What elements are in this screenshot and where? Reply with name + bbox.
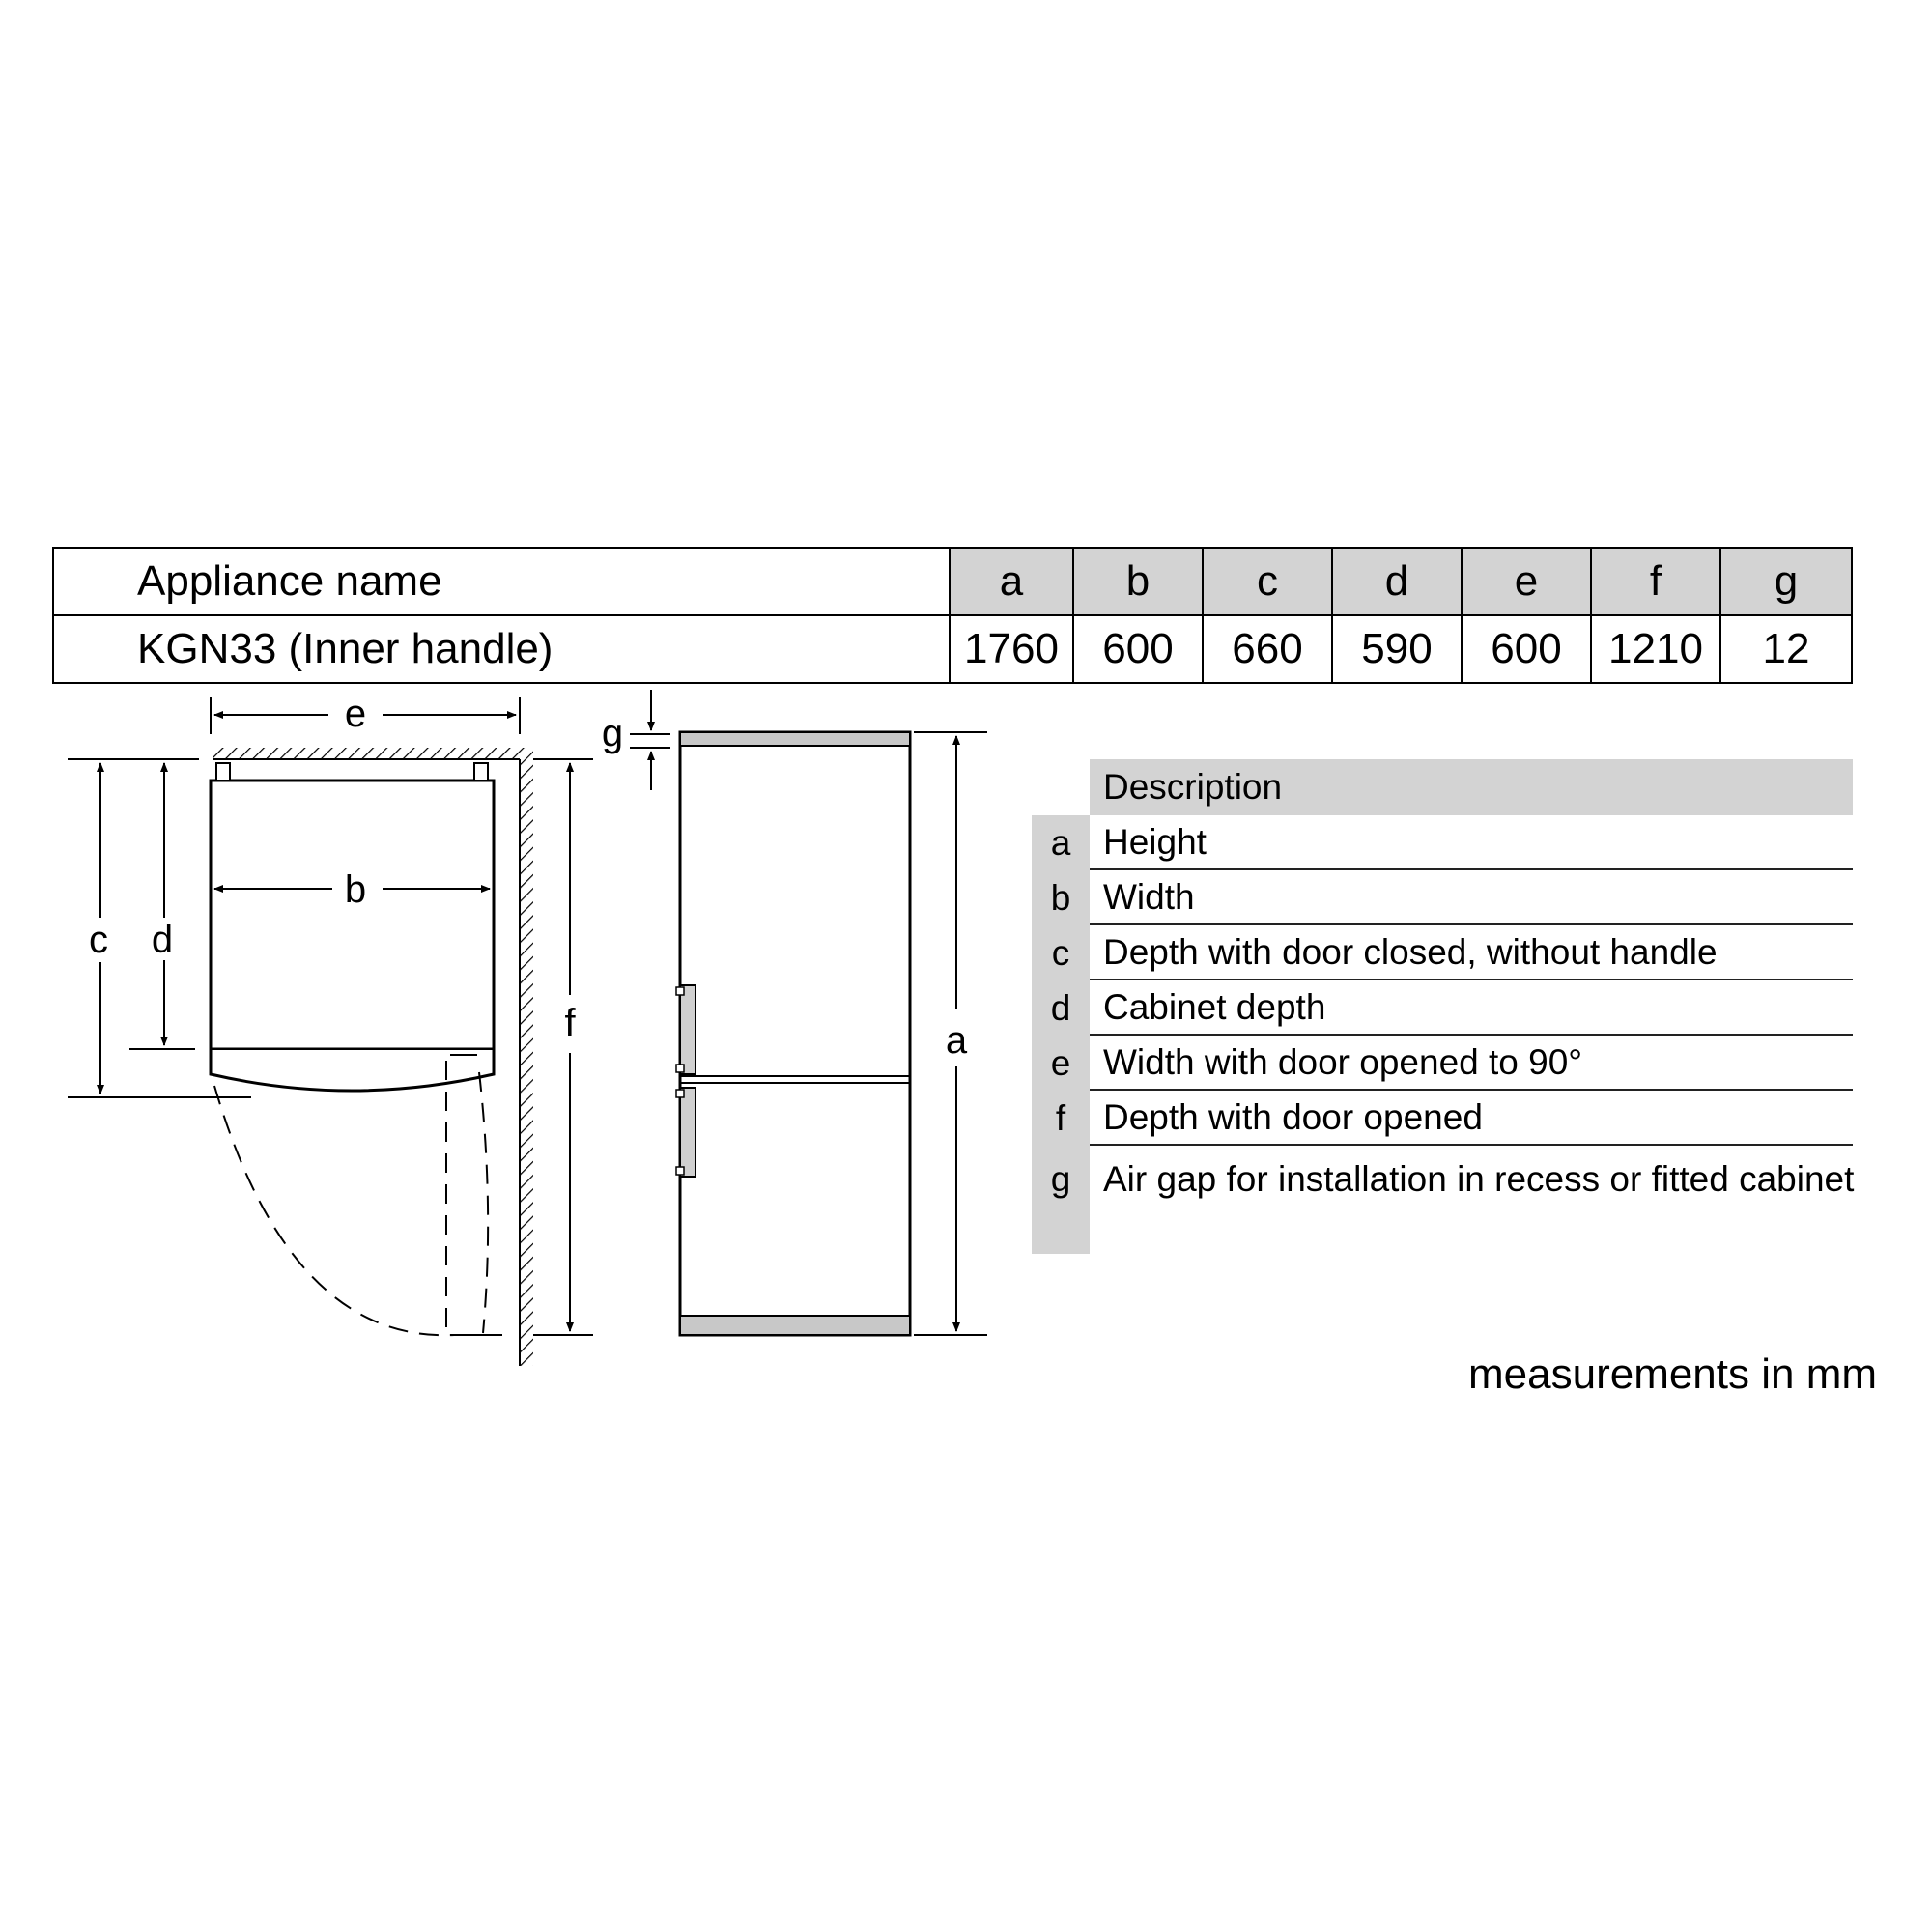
description-text: Cabinet depth bbox=[1090, 980, 1853, 1036]
cabinet-top-view bbox=[211, 781, 494, 1049]
description-text: Depth with door opened bbox=[1090, 1091, 1853, 1146]
description-key: f bbox=[1032, 1091, 1090, 1146]
description-key: b bbox=[1032, 870, 1090, 925]
dim-label-e: e bbox=[344, 693, 367, 735]
door-swing-arc bbox=[214, 1086, 454, 1335]
dim-label-b: b bbox=[344, 868, 367, 911]
description-row-b bbox=[1032, 870, 1853, 925]
fridge-body bbox=[680, 732, 910, 1335]
col-header-d: d bbox=[1332, 548, 1462, 615]
appliance-name-header: Appliance name bbox=[53, 548, 950, 615]
rear-wall-hatch bbox=[213, 748, 520, 759]
dim-label-f: f bbox=[564, 1002, 576, 1044]
col-header-e: e bbox=[1462, 548, 1591, 615]
model-name: KGN33 (Inner handle) bbox=[53, 615, 950, 683]
value-b: 600 bbox=[1073, 615, 1203, 683]
dim-label-g: g bbox=[601, 712, 624, 754]
col-header-c: c bbox=[1203, 548, 1332, 615]
col-header-a: a bbox=[950, 548, 1073, 615]
dim-label-c: c bbox=[89, 919, 108, 961]
description-key: g bbox=[1032, 1146, 1090, 1254]
value-c: 660 bbox=[1203, 615, 1332, 683]
description-row-f bbox=[1032, 1091, 1853, 1146]
description-key: e bbox=[1032, 1036, 1090, 1091]
dim-label-a: a bbox=[945, 1019, 968, 1062]
description-row-d bbox=[1032, 980, 1853, 1036]
side-wall-hatch bbox=[520, 748, 533, 1366]
description-text: Height bbox=[1090, 815, 1853, 870]
dim-label-d: d bbox=[151, 919, 174, 961]
description-key: c bbox=[1032, 925, 1090, 980]
fridge-plinth bbox=[680, 1316, 910, 1335]
description-table bbox=[1032, 759, 1853, 1254]
description-key: a bbox=[1032, 815, 1090, 870]
description-text: Air gap for installation in recess or fitted cabinet bbox=[1103, 1159, 1855, 1199]
door-open-line-outer bbox=[479, 1072, 488, 1333]
description-header-row bbox=[1032, 759, 1853, 815]
value-a: 1760 bbox=[950, 615, 1073, 683]
description-text: Width with door opened to 90° bbox=[1090, 1036, 1853, 1091]
col-header-f: f bbox=[1591, 548, 1720, 615]
measurement-unit-note: measurements in mm bbox=[1468, 1350, 1878, 1398]
value-d: 590 bbox=[1332, 615, 1462, 683]
value-e: 600 bbox=[1462, 615, 1591, 683]
description-row-c bbox=[1032, 925, 1853, 980]
fridge-top-cover bbox=[680, 732, 910, 746]
lower-door-handle bbox=[680, 1088, 696, 1177]
description-row-a bbox=[1032, 815, 1853, 870]
front-view bbox=[602, 690, 987, 1335]
col-header-g: g bbox=[1720, 548, 1852, 615]
description-row-g bbox=[1032, 1146, 1853, 1254]
top-view bbox=[68, 693, 593, 1366]
col-header-b: b bbox=[1073, 548, 1203, 615]
value-f: 1210 bbox=[1591, 615, 1720, 683]
description-row-e bbox=[1032, 1036, 1853, 1091]
description-header: Description bbox=[1090, 759, 1853, 815]
upper-door-handle bbox=[680, 985, 696, 1074]
mount-bracket-left bbox=[216, 763, 230, 781]
description-key: d bbox=[1032, 980, 1090, 1036]
value-g: 12 bbox=[1720, 615, 1852, 683]
mount-bracket-right bbox=[474, 763, 488, 781]
description-text: Width bbox=[1090, 870, 1853, 925]
description-text: Depth with door closed, without handle bbox=[1090, 925, 1853, 980]
